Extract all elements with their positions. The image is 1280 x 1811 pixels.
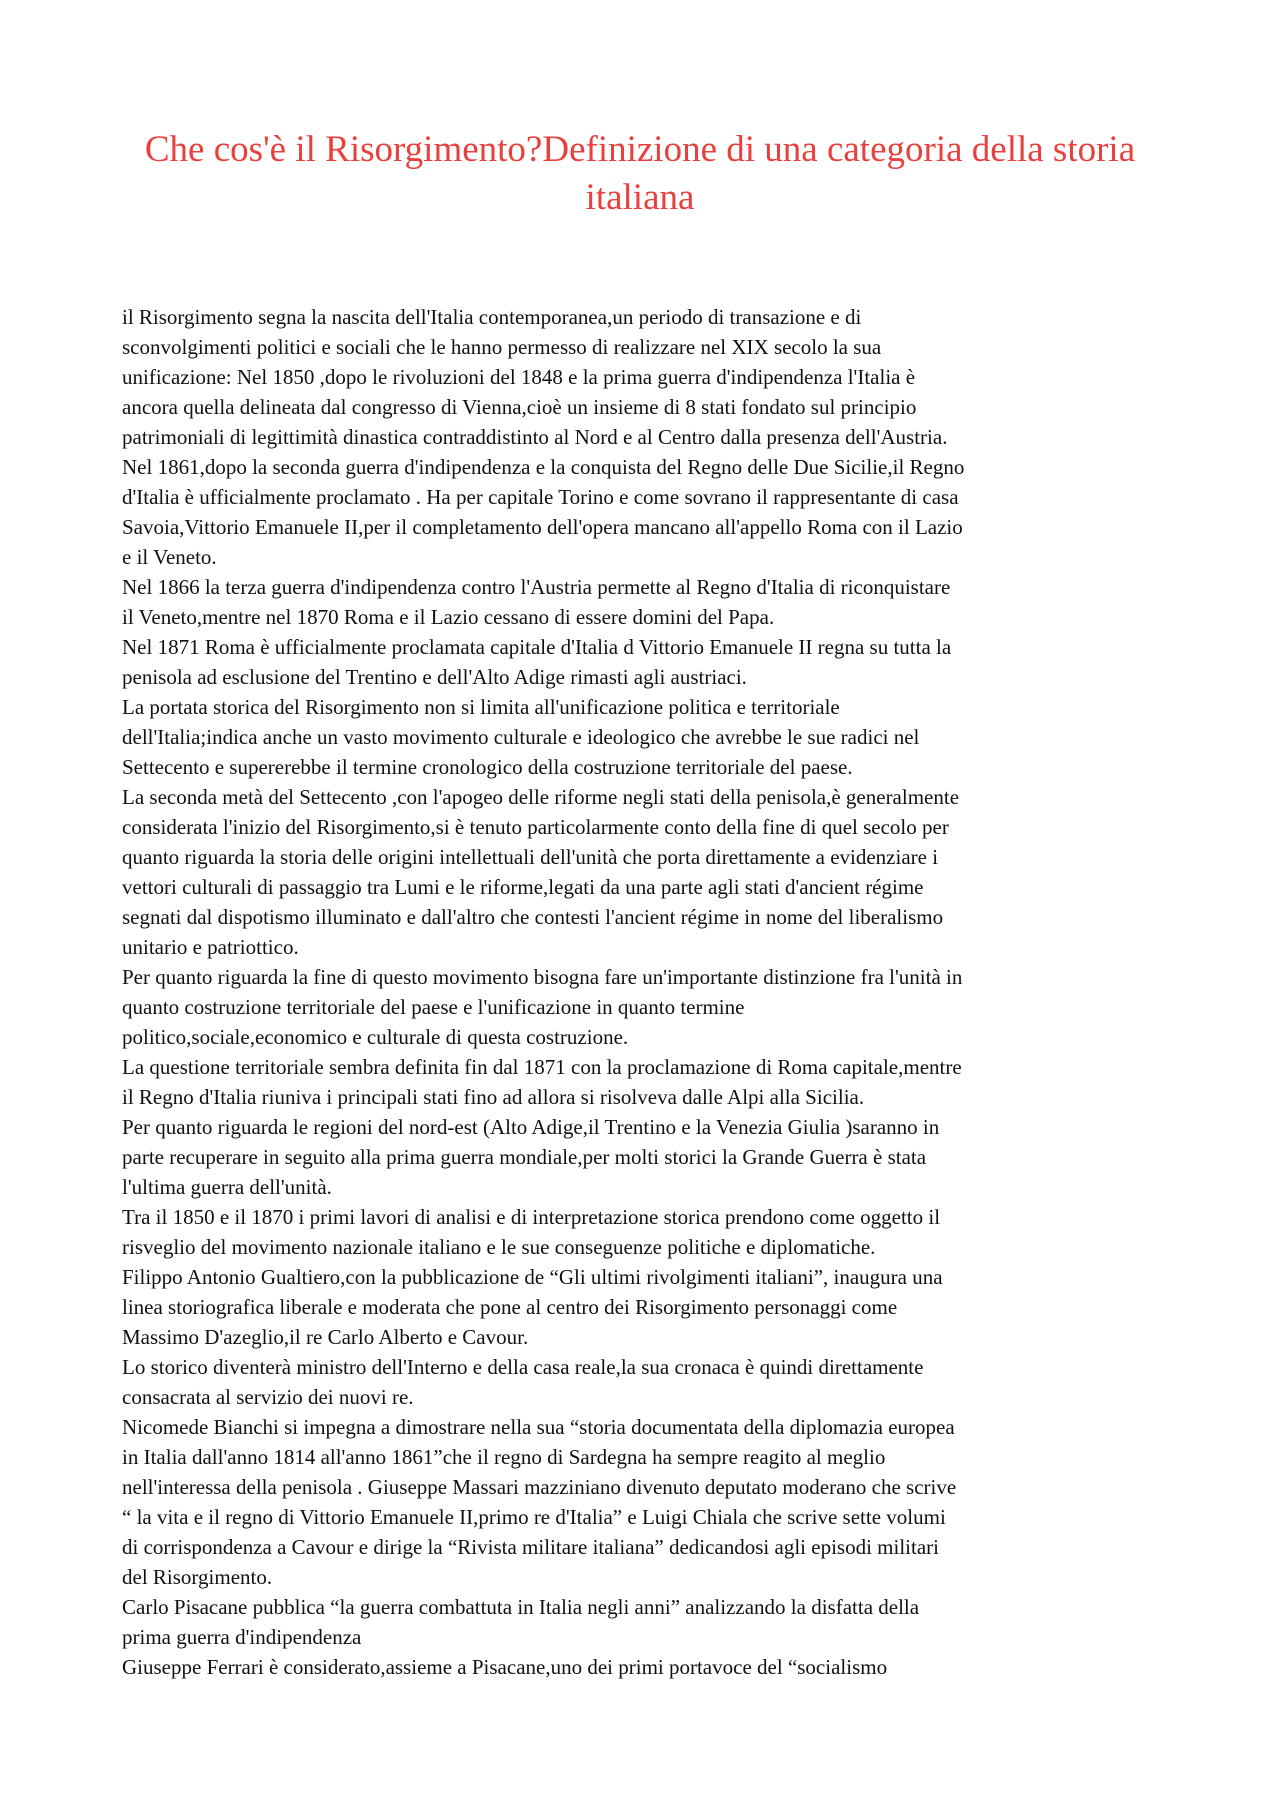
text-line: Savoia,Vittorio Emanuele II,per il completamento dell'opera mancano all'appello Roma con il Lazio	[122, 515, 963, 539]
text-line: d'Italia è ufficialmente proclamato . Ha per capitale Torino e come sovrano il rappresentante di casa	[122, 485, 959, 509]
text-line: Nel 1871 Roma è ufficialmente proclamata capitale d'Italia d Vittorio Emanuele II regna su tutta la	[122, 635, 952, 659]
text-line: consacrata al servizio dei nuovi re.	[122, 1385, 414, 1409]
text-line: il Risorgimento segna la nascita dell'Italia contemporanea,un periodo di transazione e di	[122, 305, 862, 329]
text-line: del Risorgimento.	[122, 1565, 273, 1589]
text-line: parte recuperare in seguito alla prima guerra mondiale,per molti storici la Grande Guerra è stata	[122, 1145, 927, 1169]
text-line: linea storiografica liberale e moderata che pone al centro dei Risorgimento personaggi come	[122, 1295, 898, 1319]
text-line: dell'Italia;indica anche un vasto movimento culturale e ideologico che avrebbe le sue radici nel	[122, 725, 920, 749]
text-line: Per quanto riguarda le regioni del nord-est (Alto Adige,il Trentino e la Venezia Giulia )saranno in	[122, 1115, 940, 1139]
page-title: Che cos'è il Risorgimento?Definizione di una categoria della storia italiana	[144, 129, 1136, 218]
text-line: risveglio del movimento nazionale italiano e le sue conseguenze politiche e diplomatiche.	[122, 1235, 876, 1259]
text-line: penisola ad esclusione del Trentino e dell'Alto Adige rimasti agli austriaci.	[122, 665, 747, 689]
text-line: Massimo D'azeglio,il re Carlo Alberto e Cavour.	[122, 1325, 529, 1349]
text-line: il Regno d'Italia riuniva i principali stati fino ad allora si risolveva dalle Alpi alla Sicilia.	[122, 1085, 865, 1109]
text-line: nell'interessa della penisola . Giuseppe Massari mazziniano divenuto deputato moderano che scrive	[122, 1475, 957, 1499]
text-line: in Italia dall'anno 1814 all'anno 1861”che il regno di Sardegna ha sempre reagito al meglio	[122, 1445, 886, 1469]
text-line: quanto costruzione territoriale del paese e l'unificazione in quanto termine	[122, 995, 745, 1019]
text-line: segnati dal dispotismo illuminato e dall'altro che contesti l'ancient régime in nome del liberalismo	[122, 905, 944, 929]
text-line: unificazione: Nel 1850 ,dopo le rivoluzioni del 1848 e la prima guerra d'indipendenza l'Italia è	[122, 365, 916, 389]
text-line: sconvolgimenti politici e sociali che le hanno permesso di realizzare nel XIX secolo la sua	[122, 335, 882, 359]
text-line: Filippo Antonio Gualtiero,con la pubblicazione de “Gli ultimi rivolgimenti italiani”, inaugura una	[122, 1265, 943, 1289]
text-line: Tra il 1850 e il 1870 i primi lavori di analisi e di interpretazione storica prendono come oggetto il	[122, 1205, 941, 1229]
text-line: Settecento e supererebbe il termine cronologico della costruzione territoriale del paese.	[122, 755, 853, 779]
text-line: quanto riguarda la storia delle origini intellettuali dell'unità che porta direttamente a evidenziare i	[122, 845, 939, 869]
text-line: Per quanto riguarda la fine di questo movimento bisogna fare un'importante distinzione fra l'unità in	[122, 965, 963, 989]
text-line: patrimoniali di legittimità dinastica contraddistinto al Nord e al Centro dalla presenza dell'Austria.	[122, 425, 948, 449]
text-line: di corrispondenza a Cavour e dirige la “Rivista militare italiana” dedicandosi agli episodi militari	[122, 1535, 939, 1559]
text-line: Giuseppe Ferrari è considerato,assieme a Pisacane,uno dei primi portavoce del “socialismo	[122, 1655, 888, 1679]
text-line: prima guerra d'indipendenza	[122, 1625, 362, 1649]
text-line: Carlo Pisacane pubblica “la guerra combattuta in Italia negli anni” analizzando la disfatta della	[122, 1595, 920, 1619]
text-line: Nicomede Bianchi si impegna a dimostrare nella sua “storia documentata della diplomazia europea	[122, 1415, 955, 1439]
text-line: ancora quella delineata dal congresso di Vienna,cioè un insieme di 8 stati fondato sul principio	[122, 395, 917, 419]
text-line: unitario e patriottico.	[122, 935, 299, 959]
text-line: l'ultima guerra dell'unità.	[122, 1175, 332, 1199]
text-line: il Veneto,mentre nel 1870 Roma e il Lazio cessano di essere domini del Papa.	[122, 605, 775, 629]
text-line: “ la vita e il regno di Vittorio Emanuele II,primo re d'Italia” e Luigi Chiala che scrive sette volumi	[122, 1505, 946, 1529]
text-line: Lo storico diventerà ministro dell'Interno e della casa reale,la sua cronaca è quindi direttamente	[122, 1355, 924, 1379]
text-line: La questione territoriale sembra definita fin dal 1871 con la proclamazione di Roma capitale,mentre	[122, 1055, 962, 1079]
text-line: La seconda metà del Settecento ,con l'apogeo delle riforme negli stati della penisola,è generalmente	[122, 785, 960, 809]
text-line: La portata storica del Risorgimento non si limita all'unificazione politica e territoriale	[122, 695, 840, 719]
text-line: Nel 1861,dopo la seconda guerra d'indipendenza e la conquista del Regno delle Due Sicilie,il Regno	[122, 455, 965, 479]
text-line: vettori culturali di passaggio tra Lumi e le riforme,legati da una parte agli stati d'ancient régime	[122, 875, 924, 899]
text-line: e il Veneto.	[122, 545, 217, 569]
text-line: considerata l'inizio del Risorgimento,si è tenuto particolarmente conto della fine di quel secolo per	[122, 815, 949, 839]
text-line: Nel 1866 la terza guerra d'indipendenza contro l'Austria permette al Regno d'Italia di riconquistare	[122, 575, 951, 599]
body-text	[122, 302, 1172, 1682]
text-line: politico,sociale,economico e culturale di questa costruzione.	[122, 1025, 629, 1049]
